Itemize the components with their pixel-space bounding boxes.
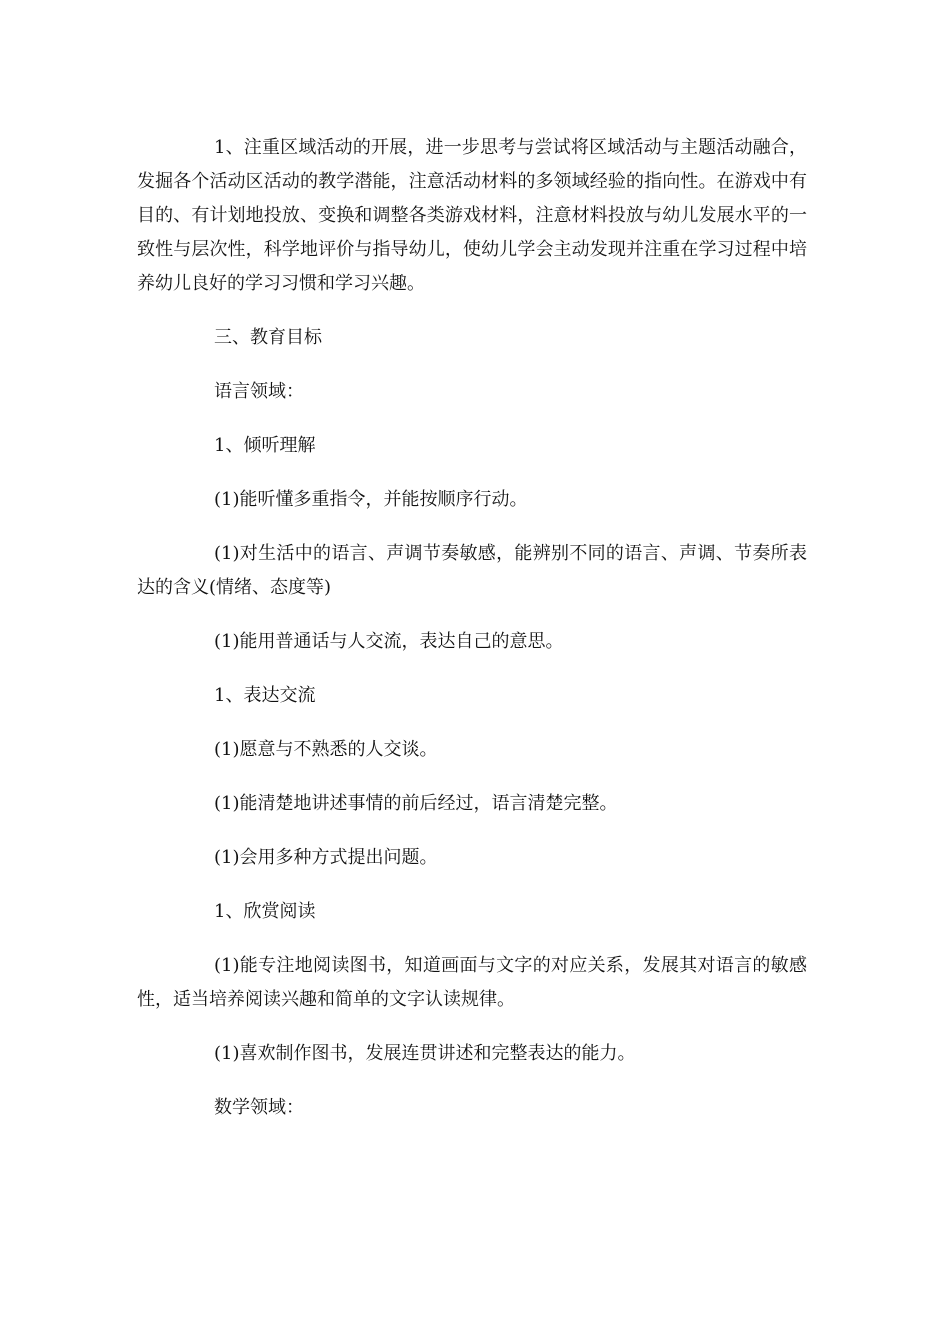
subheading-expression: 1、表达交流 [214,685,316,706]
subheading-listening: 1、倾听理解 [214,435,316,456]
section-heading-education-goals: 三、教育目标 [214,327,322,348]
subheading-math-domain: 数学领域： [214,1097,304,1118]
list-item: (1)对生活中的语言、声调节奏敏感，能辨别不同的语言、声调、节奏所表达的含义(情绪、态度等) [137,543,807,598]
paragraph-1: 1、注重区域活动的开展，进一步思考与尝试将区域活动与主题活动融合，发掘各个活动区活动的教学潜能，注意活动材料的多领域经验的指向性。在游戏中有目的、有计划地投放、变换和调整各类游戏材料，注意材料投放与幼儿发展水平的一致性与层次性，科学地评价与指导幼儿，使幼儿学会主动发现并注重在学习过程中培养幼儿良好的学习习惯和学习兴趣。 [137,137,807,294]
list-item: (1)能用普通话与人交流，表达自己的意思。 [214,631,564,652]
list-item: (1)能清楚地讲述事情的前后经过，语言清楚完整。 [214,793,618,814]
list-item: (1)喜欢制作图书，发展连贯讲述和完整表达的能力。 [214,1043,636,1064]
subheading-language-domain: 语言领域： [214,381,304,402]
subheading-reading: 1、欣赏阅读 [214,901,316,922]
list-item: (1)能听懂多重指令，并能按顺序行动。 [214,489,528,510]
list-item: (1)能专注地阅读图书，知道画面与文字的对应关系，发展其对语言的敏感性，适当培养阅读兴趣和简单的文字认读规律。 [137,955,807,1010]
list-item: (1)愿意与不熟悉的人交谈。 [214,739,438,760]
document-body [137,131,807,1145]
list-item: (1)会用多种方式提出问题。 [214,847,438,868]
